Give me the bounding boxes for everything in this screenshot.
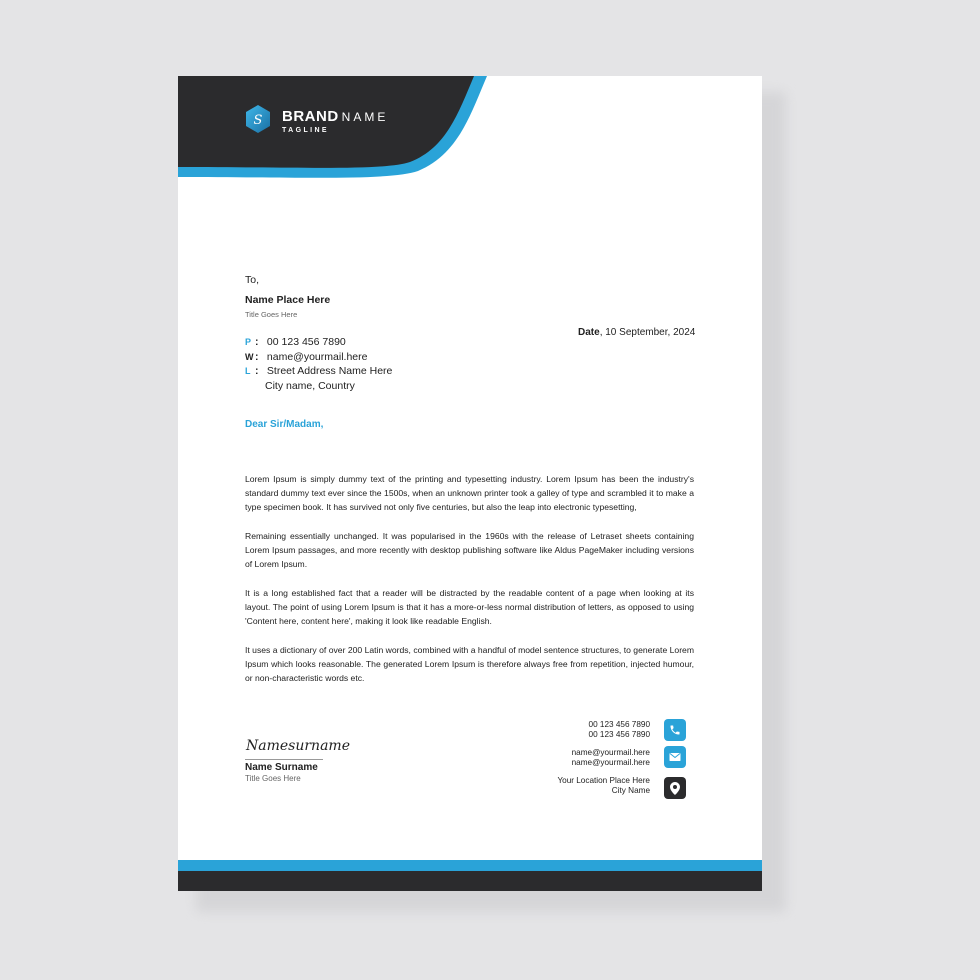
signer-title: Title Goes Here bbox=[245, 774, 301, 783]
signature-line bbox=[245, 759, 323, 760]
brand-name-light: NAME bbox=[341, 110, 389, 124]
contact-web: name@yourmail.here bbox=[266, 351, 368, 363]
brand-tagline: TAGLINE bbox=[282, 127, 330, 134]
phone-icon bbox=[664, 719, 686, 741]
contact-email-2: name@yourmail.here bbox=[571, 758, 650, 767]
recipient-name: Name Place Here bbox=[245, 294, 331, 306]
brand-name bbox=[282, 108, 388, 126]
contact-web-row: W : name@yourmail.here bbox=[245, 351, 368, 363]
date-label: Date bbox=[578, 327, 600, 338]
contact-location-row: L : Street Address Name Here bbox=[245, 365, 393, 377]
footer-accent-bar bbox=[178, 860, 762, 871]
contact-location-2: City Name bbox=[611, 786, 650, 795]
contact-phone-block bbox=[589, 720, 650, 740]
contact-location-1: Your Location Place Here bbox=[557, 776, 650, 785]
date-value: , 10 September, 2024 bbox=[599, 327, 696, 338]
contact-phone: 00 123 456 7890 bbox=[266, 336, 346, 348]
web-key: W bbox=[245, 352, 254, 362]
body-paragraph: Lorem Ipsum is simply dummy text of the printing and typesetting industry. Lorem Ipsum has been the industry's standard dummy text ever since the 1500s, when an unknown printer took a galley of type and scrambled it to make a type specimen book. It has survived not only five centuries, but also the leap into electronic typesetting, bbox=[245, 474, 694, 513]
recipient-title: Title Goes Here bbox=[245, 310, 298, 319]
brand-name-bold: BRAND bbox=[282, 108, 339, 125]
mail-icon bbox=[664, 746, 686, 768]
signer-name: Name Surname bbox=[245, 762, 318, 773]
footer-bar bbox=[178, 871, 762, 891]
contact-phone-row: P : 00 123 456 7890 bbox=[245, 336, 346, 348]
contact-address-line1: Street Address Name Here bbox=[266, 365, 393, 377]
location-key: L bbox=[245, 366, 251, 376]
body-paragraph: It is a long established fact that a reader will be distracted by the readable content of a page when looking at its layout. The point of using Lorem Ipsum is that it has a more-or-less normal distribution of letters, as opposed to using 'Content here, content here', making it look like readable English. bbox=[245, 588, 694, 627]
handwritten-signature bbox=[244, 732, 354, 758]
contact-email-block bbox=[572, 748, 650, 768]
contact-email-1: name@yourmail.here bbox=[571, 748, 650, 757]
body-paragraph: Remaining essentially unchanged. It was popularised in the 1960s with the release of Letraset sheets containing Lorem Ipsum passages, and more recently with desktop publishing software like Aldus PageMaker including versions of Lorem Ipsum. bbox=[245, 531, 694, 570]
svg-text:S: S bbox=[253, 113, 263, 128]
greeting: Dear Sir/Madam, bbox=[245, 419, 324, 430]
letterhead-page bbox=[178, 76, 762, 891]
letter-date bbox=[578, 327, 694, 338]
contact-address-line2: City name, Country bbox=[265, 380, 355, 392]
body-paragraph: It uses a dictionary of over 200 Latin words, combined with a handful of model sentence structures, to generate Lorem Ipsum which looks reasonable. The generated Lorem Ipsum is therefore always free from repetition, injected humour, or non-characteristic words etc. bbox=[245, 645, 694, 684]
contact-phone-1: 00 123 456 7890 bbox=[588, 720, 650, 729]
location-pin-icon bbox=[664, 777, 686, 799]
brand-logo-icon bbox=[244, 104, 272, 134]
contact-location-block bbox=[557, 776, 650, 796]
salutation-to: To, bbox=[245, 274, 260, 286]
contact-phone-2: 00 123 456 7890 bbox=[588, 730, 650, 739]
phone-key: P bbox=[245, 337, 252, 347]
svg-text:Namesurname: Namesurname bbox=[246, 738, 350, 754]
